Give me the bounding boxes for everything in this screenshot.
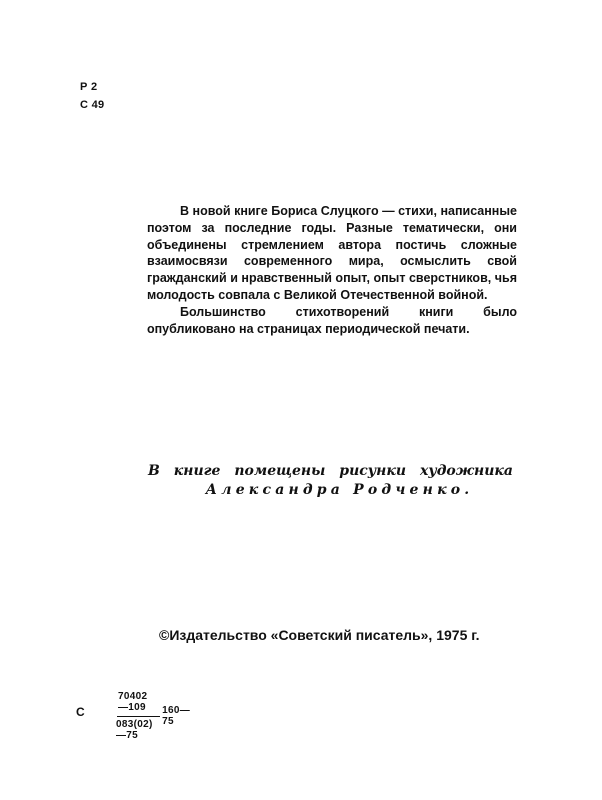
illustration-note (148, 462, 513, 500)
illustration-note-line-1 (148, 462, 513, 481)
copyright-line: ©Издательство «Советский писатель», 1975 г. (159, 627, 480, 643)
illustration-word: рисунки (339, 463, 407, 479)
book-annotation (147, 203, 517, 337)
bib-middle: 160—75 (162, 705, 190, 727)
illustration-word: помещены (234, 463, 326, 479)
fraction-bar (117, 716, 160, 717)
classification-codes (80, 78, 104, 114)
author-mark: С 49 (80, 99, 105, 111)
illustration-word: книге (173, 463, 221, 479)
bib-letter: С (76, 705, 85, 719)
illustration-word: художника (419, 463, 513, 479)
bib-numerator: 70402—109 (118, 691, 148, 713)
illustration-note-line-2: Александра Родченко. (205, 482, 474, 498)
annotation-paragraph: Большинство стихотворений книги было опубликовано на страницах периодической печати. (147, 304, 517, 336)
annotation-paragraph: В новой книге Бориса Слуцкого — стихи, написанные поэтом за последние годы. Разные тематически, они объединены стремлением автора постичь сложные взаимосвязи современного мира, осмыслить свой гражданский и нравственный опыт, опыт сверстников, чья молодость совпала с Великой Отечественной войной. (147, 204, 517, 302)
bib-denominator: 083(02)—75 (116, 719, 153, 741)
bbk-index: Р 2 (80, 81, 98, 93)
illustration-word: В (148, 463, 160, 479)
